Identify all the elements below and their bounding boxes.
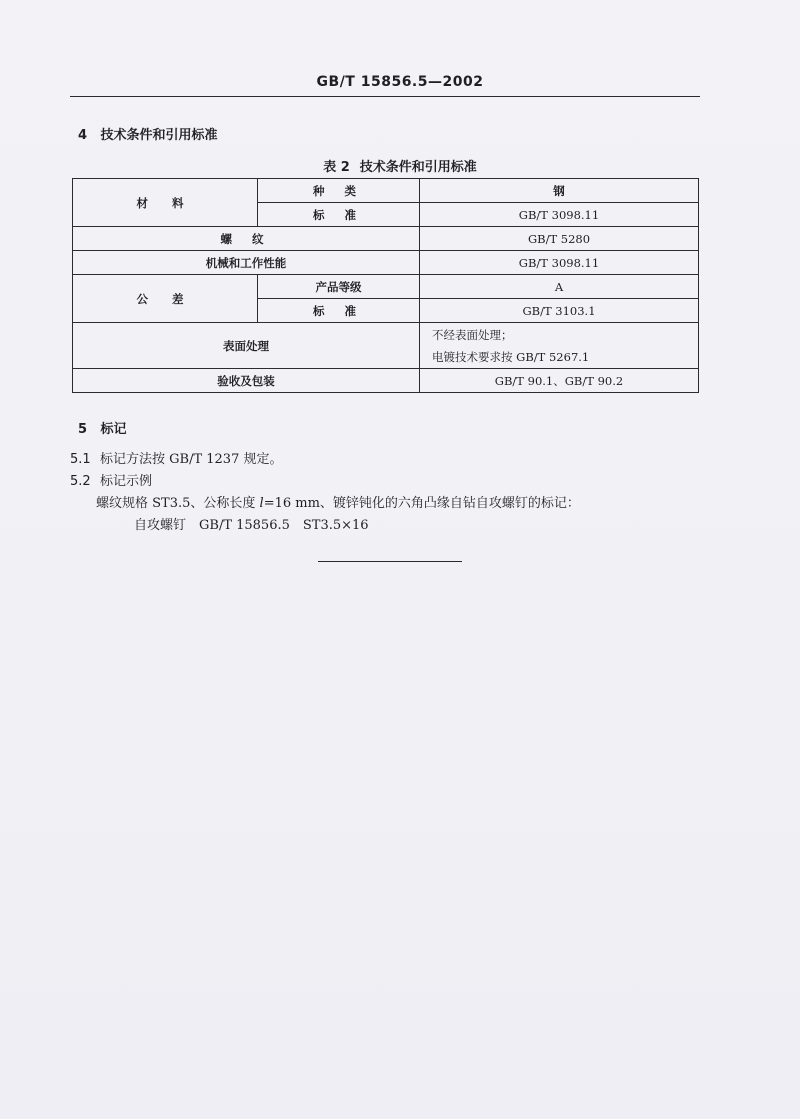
table-row xyxy=(73,275,699,299)
material-label: 材 料 xyxy=(73,179,258,227)
table-row xyxy=(73,323,699,369)
end-of-standard-rule xyxy=(318,561,462,562)
tolerance-standard-label: 标 准 xyxy=(258,299,420,323)
table-row xyxy=(73,179,699,203)
mechanical-label: 机械和工作性能 xyxy=(73,251,420,275)
section-5-title: 标记 xyxy=(100,422,127,437)
thread-value: GB/T 5280 xyxy=(420,227,699,251)
example-variable: l xyxy=(259,496,264,511)
tolerance-grade-value: A xyxy=(420,275,699,299)
surface-value-line1: 不经表面处理； xyxy=(432,327,513,342)
thread-label: 螺 纹 xyxy=(73,227,420,251)
surface-label: 表面处理 xyxy=(73,323,420,369)
marking-designation: 自攻螺钉 GB/T 15856.5 ST3.5×16 xyxy=(134,518,369,533)
header-rule xyxy=(70,96,700,97)
section-4-heading xyxy=(78,124,218,143)
marking-example-text xyxy=(96,492,580,511)
clause-5-1 xyxy=(70,448,282,467)
tolerance-label: 公 差 xyxy=(73,275,258,323)
clause-5-1-number: 5.1 xyxy=(70,452,91,467)
table-caption xyxy=(0,156,800,175)
tolerance-grade-label: 产品等级 xyxy=(258,275,420,299)
acceptance-value: GB/T 90.1、GB/T 90.2 xyxy=(420,369,699,393)
surface-value-line2: 电镀技术要求按 GB/T 5267.1 xyxy=(432,349,590,364)
table-caption-label: 表 2 xyxy=(323,160,350,175)
clause-5-2 xyxy=(70,470,152,489)
table-row xyxy=(73,251,699,275)
section-5-heading xyxy=(78,418,127,437)
section-4-number: 4 xyxy=(78,128,88,143)
clause-5-1-text: 标记方法按 GB/T 1237 规定。 xyxy=(100,452,283,467)
material-standard-value: GB/T 3098.11 xyxy=(420,203,699,227)
table-row xyxy=(73,227,699,251)
clause-5-2-number: 5.2 xyxy=(70,474,91,489)
clause-5-2-title: 标记示例 xyxy=(100,474,153,489)
standard-number-header: GB/T 15856.5—2002 xyxy=(316,74,484,90)
example-suffix: =16 mm、镀锌钝化的六角凸缘自钻自攻螺钉的标记： xyxy=(263,496,580,511)
surface-value xyxy=(420,323,699,369)
material-standard-label: 标 准 xyxy=(258,203,420,227)
example-prefix: 螺纹规格 ST3.5、公称长度 xyxy=(96,496,260,511)
tolerance-standard-value: GB/T 3103.1 xyxy=(420,299,699,323)
section-4-title: 技术条件和引用标准 xyxy=(100,128,218,143)
material-type-value: 钢 xyxy=(420,179,699,203)
acceptance-label: 验收及包装 xyxy=(73,369,420,393)
table-row xyxy=(73,369,699,393)
section-5-number: 5 xyxy=(78,422,88,437)
technical-conditions-table xyxy=(72,178,699,393)
table-caption-title: 技术条件和引用标准 xyxy=(359,160,477,175)
mechanical-value: GB/T 3098.11 xyxy=(420,251,699,275)
material-type-label: 种 类 xyxy=(258,179,420,203)
